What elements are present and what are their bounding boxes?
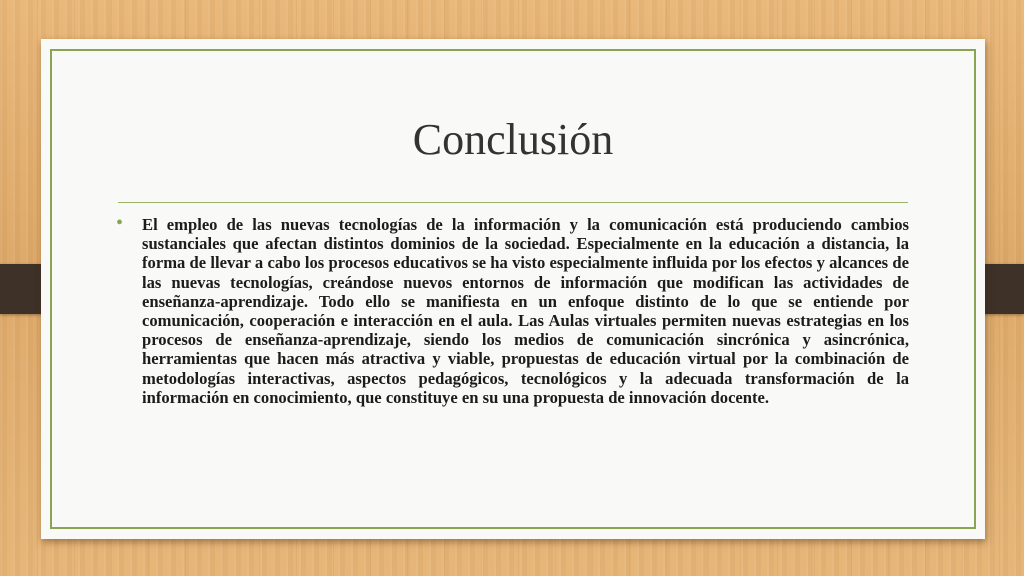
bullet-icon: • xyxy=(116,212,124,234)
slide-title: Conclusión xyxy=(412,115,614,164)
title-divider xyxy=(118,202,908,203)
conclusion-paragraph: El empleo de las nuevas tecnologías de la información y la comunicación está produciendo cambios sustanciales que afectan distintos dominios de la sociedad. Especialmente en la educación a distancia, la forma de llevar a cabo los procesos educativos se ha visto especialmente influida por los efectos y alcances de las nuevas tecnologías, creándose nuevos entornos de información que modifican las actividades de enseñanza-aprendizaje. Todo ello se manifiesta en un enfoque distinto de lo que se entiende por comunicación, cooperación e interacción en el aula. Las Aulas virtuales permiten nuevas estrategias en los procesos de enseñanza-aprendizaje, siendo los medios de comunicación sincrónica y asincrónica, herramientas que hacen más atractiva y viable, propuestas de educación virtual por la combinación de metodologías interactivas, aspectos pedagógicos, tecnológicos y la adecuada transformación de la información en conocimiento, que constituye en su una propuesta de innovación docente. xyxy=(142,215,909,407)
slide-paper xyxy=(41,39,985,539)
